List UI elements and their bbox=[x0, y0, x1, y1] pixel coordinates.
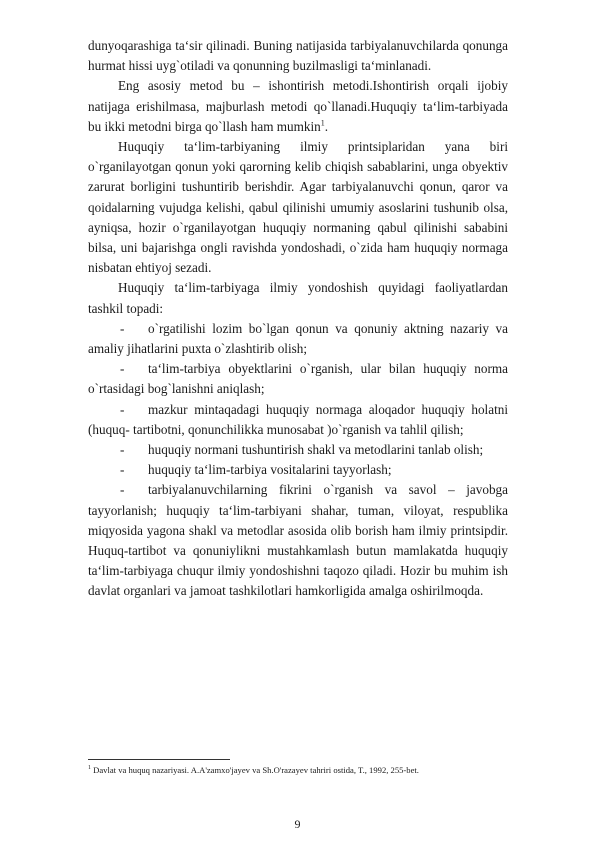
body-text bbox=[88, 36, 508, 602]
list-item bbox=[88, 359, 508, 399]
list-item-text: o`rgatilishi lozim bo`lgan qonun va qonuniy aktning nazariy va amaliy jihatlarini puxta o`zlashtirib olish; bbox=[88, 320, 508, 357]
list-marker: - bbox=[120, 462, 125, 478]
footnote bbox=[88, 765, 528, 776]
list-marker: - bbox=[120, 361, 125, 377]
footnote-divider bbox=[88, 759, 230, 760]
paragraph-3: Huquqiy ta‘lim-tarbiyaning ilmiy printsiplaridan yana biri o`rganilayotgan qonun yoki qarorning kelib chiqish sabablarini, unga obyektiv zarurat borligini tushuntirib berishdir. Agar tarbiyalanuvchi qonun, qaror va qoidalarning vujudga kelishi, qabul qilinishi umumiy asoslarini tushunib olsa, ayniqsa, hozir o`rganilayotgan huquqiy normaning qabul qilinishi sababini bilsa, uni bajarishga ongli ravishda yondoshadi, o`zida ham huquqiy normaga nisbatan ehtiyoj sezadi. bbox=[88, 139, 508, 276]
list-item bbox=[88, 319, 508, 359]
footnote-number: 1 bbox=[88, 765, 91, 772]
paragraph-2-end: . bbox=[324, 118, 329, 134]
footnote-ref[interactable]: 1 bbox=[320, 118, 325, 128]
paragraph-2-text: Eng asosiy metod bu – ishontirish metodi.Ishontirish orqali ijobiy natijaga erishilmasa, majburlash metodi qo`llanadi.Huquqiy ta‘lim-tarbiyada bu ikki metodni birga qo`llash ham mumkin bbox=[88, 78, 508, 134]
list-item bbox=[88, 400, 508, 440]
list-item-text: tarbiyalanuvchilarning fikrini o`rganish va savol – javobga tayyorlanish; huquqiy ta‘lim-tarbiyani shahar, tuman, viloyat, respublika miqyosida yagona shakl va metodlar asosida olib borish ham ilmiy printsipdir. Huquq-tartibot va qonuniylikni mustahkamlash butun mamlakatda huquqiy ta‘lim-tarbiyaga chuqur ilmiy yondoshishni taqozo qiladi. Hozir bu muhim ish davlat organlari va jamoat tashkilotlari hamkorligida amalga oshirilmoqda. bbox=[88, 482, 508, 599]
list-item-text: mazkur mintaqadagi huquqiy normaga aloqador huquqiy holatni (huquq- tartibotni, qonunchilikka munosabat )o`rganish va tahlil qilish; bbox=[88, 401, 508, 437]
list-item bbox=[88, 480, 508, 601]
footnote-text: Davlat va huquq nazariyasi. A.A'zamxo'jayev va Sh.O'razayev tahriri ostida, T., 1992, 255-bet. bbox=[93, 765, 419, 775]
list-item-text: ta‘lim-tarbiya obyektlarini o`rganish, ular bilan huquqiy norma o`rtasidagi bog`lanishni aniqlash; bbox=[88, 361, 508, 397]
page-number: 9 bbox=[294, 817, 301, 831]
list-item bbox=[88, 460, 508, 480]
list-marker: - bbox=[120, 442, 125, 458]
list-marker: - bbox=[120, 320, 125, 336]
paragraph-2 bbox=[88, 76, 508, 137]
paragraph-4: Huquqiy ta‘lim-tarbiyaga ilmiy yondoshish quyidagi faoliyatlardan tashkil topadi: bbox=[88, 280, 508, 316]
list-item bbox=[88, 440, 508, 460]
list-item-text: huquqiy normani tushuntirish shakl va metodlarini tanlab olish; bbox=[148, 442, 484, 458]
list-marker: - bbox=[120, 482, 125, 498]
list-marker: - bbox=[120, 401, 125, 417]
list-item-text: huquqiy ta‘lim-tarbiya vositalarini tayyorlash; bbox=[148, 462, 392, 478]
paragraph-1: dunyoqarashiga ta‘sir qilinadi. Buning natijasida tarbiyalanuvchilarda qonunga hurmat hissi uyg`otiladi va qonunning buzilmasligi ta‘minlanadi. bbox=[88, 38, 508, 74]
